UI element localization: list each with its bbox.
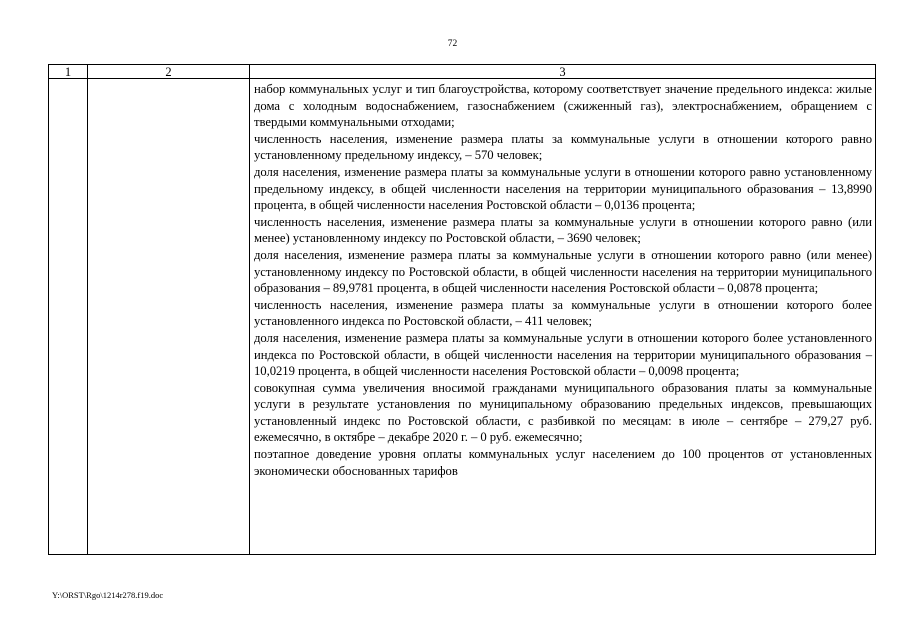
column-header-2: 2 bbox=[88, 65, 250, 79]
paragraph-total-increase: совокупная сумма увеличения вносимой гражданами муниципального образования платы за коммунальные услуги в результате установления по муниципальному образованию предельных индексов, превышающих установленный индекс по Ростовской области, с разбивкой по месяцам: в июле – сентябре – 279,27 руб. ежемесячно, в октябре – декабре 2020 г. – 0 руб. ежемесячно; bbox=[254, 380, 872, 445]
cell-column-2 bbox=[88, 79, 250, 555]
column-header-1: 1 bbox=[49, 65, 88, 79]
document-table bbox=[48, 64, 876, 555]
page-number: 72 bbox=[447, 39, 458, 49]
table-row bbox=[49, 79, 876, 555]
paragraph-gradual-payment: поэтапное доведение уровня оплаты коммунальных услуг населением до 100 процентов от установленных экономически обоснованных тарифов bbox=[254, 447, 872, 478]
column-header-3: 3 bbox=[250, 65, 876, 79]
paragraph-share-above: доля населения, изменение размера платы за коммунальные услуги в отношении которого более установленного индекса по Ростовской области, в общей численности населения на территории муниципального образования – 10,0219 процента, в общей численности населения Ростовской области – 0,0098 процента; bbox=[254, 330, 872, 379]
cell-column-3 bbox=[250, 79, 876, 555]
paragraph-share-equal-or-less: доля населения, изменение размера платы за коммунальные услуги в отношении которого равно (или менее) установленному индексу по Ростовской области, в общей численности населения на территории муниципального образования – 89,9781 процента, в общей численности населения Ростовской области – 0,0878 процента; bbox=[254, 247, 872, 296]
paragraph-share-equal: доля населения, изменение размера платы за коммунальные услуги в отношении которого равно установленному предельному индексу, в общей численности населения на территории муниципального образования – 13,8990 процента, в общей численности населения Ростовской области – 0,0136 процента; bbox=[254, 164, 872, 213]
cell-column-1 bbox=[49, 79, 88, 555]
table-header-row bbox=[49, 65, 876, 79]
footer-file-path: Y:\ORST\Rgo\1214r278.f19.doc bbox=[52, 590, 164, 600]
paragraph-population-above: численность населения, изменение размера платы за коммунальные услуги в отношении которого более установленного индекса по Ростовской области, – 411 человек; bbox=[254, 297, 872, 329]
paragraph-utilities-set: набор коммунальных услуг и тип благоустройства, которому соответствует значение предельного индекса: жилые дома с холодным водоснабжением, газоснабжением (сжиженный газ), электроснабжением, обращением с твердыми коммунальными отходами; bbox=[254, 82, 872, 130]
paragraph-population-equal: численность населения, изменение размера платы за коммунальные услуги в отношении которого равно установленному предельному индексу, – 570 человек; bbox=[254, 131, 872, 163]
paragraph-population-equal-or-less: численность населения, изменение размера платы за коммунальные услуги в отношении которого равно (или менее) установленному индексу по Ростовской области, – 3690 человек; bbox=[254, 214, 872, 246]
